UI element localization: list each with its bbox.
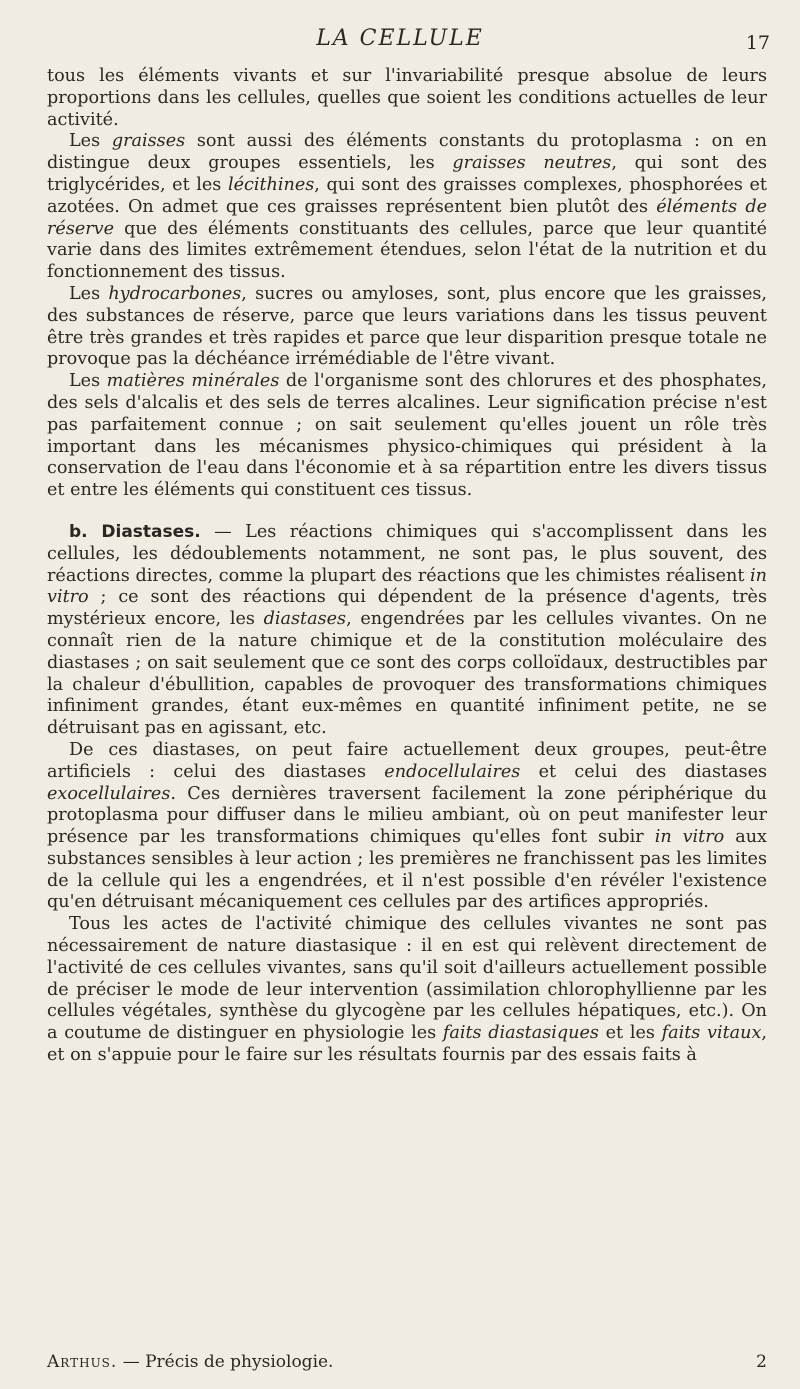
paragraph-hydrocarbones (47, 284, 767, 371)
paragraph-diastases (47, 522, 767, 740)
body-text (47, 66, 767, 1067)
text-run: , et on s'appuie pour le faire sur les résultats fournis par des essais faits à (47, 1023, 768, 1066)
text-run: aux substances sensibles à leur action ; les premières ne franchissent pas les limites de la cellule qui les a engendrées, et il n'est possible d'en révéler l'existence qu'en détruisant mécaniquement ces cellules par des artifices appropriés. (47, 827, 767, 913)
paragraph-intro (47, 66, 767, 131)
italic-term: graisses neutres (452, 153, 612, 174)
italic-term: in vitro (654, 827, 725, 848)
page-number: 17 (745, 32, 770, 54)
italic-term: exocellulaires (47, 783, 171, 804)
italic-term: graisses (111, 131, 186, 152)
running-title: LA CELLULE (316, 26, 484, 51)
text-run: , qui sont des graisses complexes, phosphorées et azotées. On admet que ces graisses représentent bien plutôt des (47, 174, 767, 217)
text-run: tous les éléments vivants et sur l'invariabilité presque absolue de leurs proportions dans les cellules, quelles que soient les conditions actuelles de leur activité. (47, 66, 767, 130)
text-run: Les (69, 283, 109, 304)
text-run: et les (598, 1023, 662, 1044)
italic-term: éléments de réserve (47, 196, 767, 239)
text-run: Tous les actes de l'activité chimique des cellules vivantes ne sont pas nécessairement de nature diastasique : il en est qui relèvent directement de l'activité de ces cellules vivantes, sans qu'il soit d'ailleurs actuellement possible de préciser le mode de leur intervention (assimilation chlorophyllienne par les cellules végétales, synthèse du glycogène par les cellules hépatiques, etc.). On a coutume de distinguer en physiologie les (47, 914, 767, 1044)
text-run: De ces diastases, on peut faire actuellement deux groupes, peut-être artificiels : celui des diastases (47, 739, 767, 782)
text-run: . Ces dernières traversent facilement la zone périphérique du protoplasma pour diffuser dans le milieu ambiant, où on peut manifester leur présence par les transformations chimiques qu'elles font subir (47, 783, 767, 848)
paragraph-graisses (47, 131, 767, 284)
text-run: , engendrées par les cellules vivantes. On ne connaît rien de la nature chimique et de la constitution moléculaire des diastases ; on sait seulement que ce sont des corps colloïdaux, destructibles par la chaleur d'ébullition, capables de provoquer des transformations chimiques infiniment grandes, étant eux-mêmes en quantité infiniment petite, ne se détruisant pas en agissant, etc. (47, 609, 767, 739)
paragraph-groupes-diastases (47, 740, 767, 914)
paragraph-activite-chimique (47, 914, 767, 1067)
paragraph-matieres-minerales (47, 371, 767, 502)
italic-term: hydrocarbones (108, 283, 242, 304)
text-run: que des éléments constituants des cellules, parce que leur quantité varie dans des limites extrêmement étendues, selon l'état de la nutrition et du fonctionnement des tissus. (47, 218, 767, 283)
text-run: Les (69, 371, 107, 392)
page-footer (47, 1352, 767, 1378)
text-run: sont aussi des éléments constants du protoplasma : on en distingue deux groupes essentiels, les (47, 131, 767, 174)
footer-book-title: — Précis de physiologie. (117, 1352, 334, 1372)
text-run: ; ce sont des réactions qui dépendent de la présence d'agents, très mystérieux encore, les (47, 587, 767, 630)
footer-author: Arthus. (47, 1352, 118, 1372)
section-heading: b. Diastases. (69, 521, 201, 542)
italic-term: in vitro (47, 565, 767, 608)
signature-mark: 2 (756, 1352, 767, 1372)
italic-term: faits diastasiques (442, 1023, 599, 1044)
text-run: de l'organisme sont des chlorures et des phosphates, des sels d'alcalis et des sels de terres alcalines. Leur signification précise n'est pas parfaitement connue ; on sait seulement qu'elles jouent un rôle très important dans les mécanismes physico-chimiques qui président à la conservation de l'eau dans l'économie et à sa répartition entre les divers tissus et entre les éléments qui constituent ces tissus. (47, 371, 767, 501)
text-run: Les (69, 131, 112, 152)
italic-term: diastases (263, 609, 347, 630)
page-header (0, 22, 800, 58)
italic-term: lécithines (227, 174, 315, 195)
italic-term: faits vitaux (661, 1023, 762, 1044)
italic-term: endocellulaires (384, 761, 521, 782)
text-run: et celui des diastases (520, 761, 768, 782)
text-run: — Les réactions chimiques qui s'accomplissent dans les cellules, les dédoublements notamment, ne sont pas, le plus souvent, des réactions directes, comme la plupart des réactions que les chimistes réalisent (47, 521, 767, 586)
italic-term: matières minérales (106, 371, 280, 392)
text-run: , sucres ou amyloses, sont, plus encore que les graisses, des substances de réserve, parce que leurs variations dans les tissus peuvent être très grandes et très rapides et parce que leur disparition presque totale ne provoque pas la déchéance irrémédiable de l'être vivant. (47, 283, 767, 370)
text-run: , qui sont des triglycérides, et les (47, 153, 767, 195)
